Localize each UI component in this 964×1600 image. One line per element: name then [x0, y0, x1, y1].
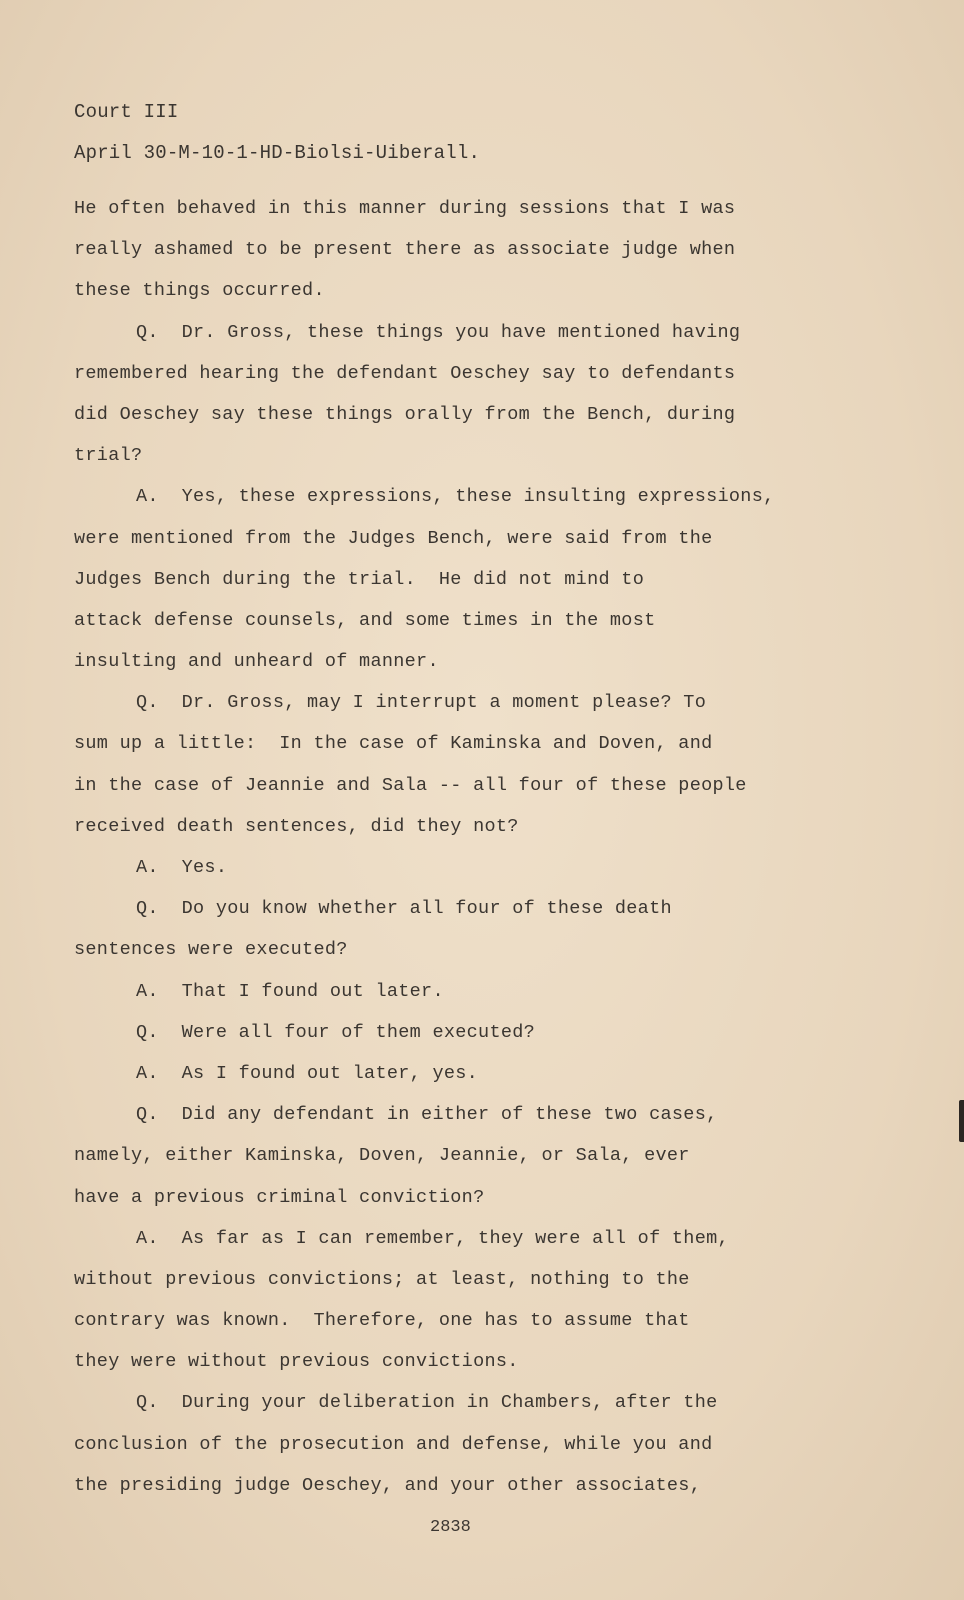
text-line: have a previous criminal conviction?: [74, 1186, 485, 1208]
text-line: conclusion of the prosecution and defense, while you and: [74, 1433, 713, 1455]
text-line: He often behaved in this manner during sessions that I was: [74, 198, 736, 219]
text-line: attack defense counsels, and some times in the most: [74, 609, 656, 631]
text-line: Q. Do you know whether all four of these death: [136, 898, 672, 920]
court-label: Court III: [74, 101, 179, 123]
text-line: sentences were executed?: [74, 939, 348, 961]
text-line: trial?: [74, 445, 143, 467]
text-line: were mentioned from the Judges Bench, were said from the: [74, 527, 713, 549]
text-line: namely, either Kaminska, Doven, Jeannie, or Sala, ever: [74, 1145, 690, 1167]
text-line: these things occurred.: [74, 280, 325, 302]
text-line: insulting and unheard of manner.: [74, 651, 439, 673]
text-line: A. Yes, these expressions, these insulting expressions,: [136, 486, 775, 508]
text-line: Q. Dr. Gross, these things you have mentioned having: [136, 321, 741, 343]
text-line: A. As far as I can remember, they were all of them,: [136, 1227, 729, 1249]
page-number: 2838: [430, 1518, 471, 1537]
testimony-text: [74, 188, 954, 1506]
page-edge-mark: [959, 1100, 964, 1142]
text-line: A. That I found out later.: [136, 980, 444, 1002]
docket-label: April 30-M-10-1-HD-Biolsi-Uiberall.: [74, 142, 481, 165]
text-line: without previous convictions; at least, nothing to the: [74, 1268, 690, 1290]
text-line: contrary was known. Therefore, one has to assume that: [74, 1310, 690, 1332]
text-line: the presiding judge Oeschey, and your other associates,: [74, 1474, 702, 1496]
text-line: sum up a little: In the case of Kaminska and Doven, and: [74, 733, 713, 755]
document-header: [74, 92, 480, 174]
text-line: A. As I found out later, yes.: [136, 1062, 479, 1084]
text-line: Judges Bench during the trial. He did not mind to: [74, 568, 645, 590]
text-line: Q. Dr. Gross, may I interrupt a moment please? To: [136, 692, 707, 714]
text-line: in the case of Jeannie and Sala -- all four of these people: [74, 774, 747, 796]
text-line: did Oeschey say these things orally from the Bench, during: [74, 403, 736, 425]
text-line: they were without previous convictions.: [74, 1351, 519, 1373]
text-line: A. Yes.: [136, 857, 228, 878]
text-line: received death sentences, did they not?: [74, 815, 519, 837]
text-line: Q. Were all four of them executed?: [136, 1021, 536, 1043]
text-line: Q. Did any defendant in either of these two cases,: [136, 1104, 718, 1126]
text-line: really ashamed to be present there as associate judge when: [74, 239, 736, 261]
text-line: remembered hearing the defendant Oeschey say to defendants: [74, 362, 736, 384]
text-line: Q. During your deliberation in Chambers, after the: [136, 1392, 718, 1414]
